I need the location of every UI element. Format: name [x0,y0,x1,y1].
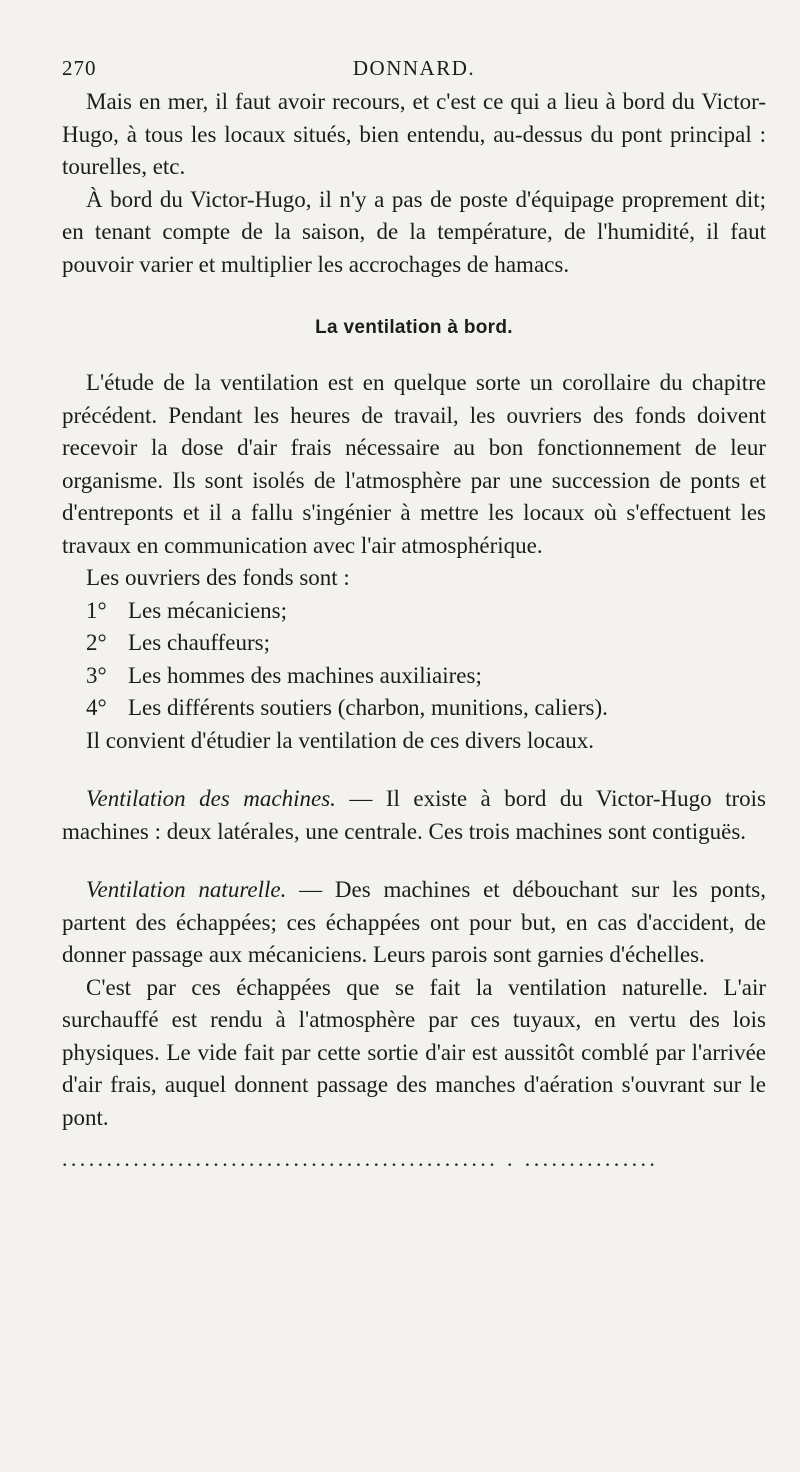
list-text: Les chauffeurs; [128,630,270,655]
list-text: Les hommes des machines auxiliaires; [128,662,482,688]
list-number: 4° [86,695,107,720]
workers-intro: Les ouvriers des fonds sont : [86,565,350,590]
running-title: DONNARD. [352,56,476,80]
book-page [62,52,766,1172]
list-item [62,692,766,725]
naturelle-run-in: Ventilation naturelle. [86,877,287,902]
ellipsis-line: ................................................. . ............... [62,1146,659,1171]
machines-paragraph [62,783,766,848]
naturelle-paragraph-2: C'est par ces échappées que se fait la ventilation naturelle. L'air surchauffé est rendu à l'atmosphère par ces tuyaux, en vertu des lois physiques. Le vide fait par cette sortie d'air est aussitôt comblé par l'arrivée d'air frais, auquel donnent passage des manches d'aération s'ouvrant sur le pont. [62,974,766,1130]
list-item [62,660,766,693]
machines-run-in: Ventilation des machines. [86,786,336,811]
section-heading: La ventilation à bord. [315,317,513,338]
machines-text: — Il existe à bord du Victor-Hugo trois machines : deux latérales, une centrale. Ces trois machines sont contiguës. [62,786,766,844]
list-number: 2° [86,630,107,655]
list-item [62,627,766,660]
list-item [62,595,766,628]
ventilation-paragraph: L'étude de la ventilation est en quelque sorte un corollaire du chapitre précédent. Pendant les heures de travail, les ouvriers des fonds doivent recevoir la dose d'air frais nécessaire au bon fonctionnement de leur organisme. Ils sont isolés de l'atmosphère par une succession de ponts et d'entreponts et il a fallu s'ingénier à mettre les locaux où s'effectuent les travaux en communication avec l'air atmosphérique. [62,370,766,558]
naturelle-paragraph [62,874,766,972]
naturelle-text: — Des machines et débouchant sur les ponts, partent des échappées; ces échappées ont pour but, en cas d'accident, de donner passage aux mécaniciens. Leurs parois sont garnies d'échelles. [62,877,767,967]
list-number: 3° [86,662,107,688]
running-head [62,52,766,86]
list-number: 1° [86,597,107,623]
intro-paragraph-2: À bord du Victor-Hugo, il n'y a pas de poste d'équipage proprement dit; en tenant compte de la saison, de la température, de l'humidité, il faut pouvoir varier et multiplier les accrochages de hamacs. [62,186,766,277]
page-number: 270 [62,56,97,80]
list-text: Les mécaniciens; [128,597,288,623]
closing-paragraph: Il convient d'étudier la ventilation de ces divers locaux. [86,727,595,753]
list-text: Les différents soutiers (charbon, munitions, caliers). [128,695,608,720]
workers-list [62,595,766,725]
intro-paragraph-1: Mais en mer, il faut avoir recours, et c'est ce qui a lieu à bord du Victor-Hugo, à tous les locaux situés, bien entendu, au-dessus du pont principal : tourelles, etc. [62,89,766,179]
